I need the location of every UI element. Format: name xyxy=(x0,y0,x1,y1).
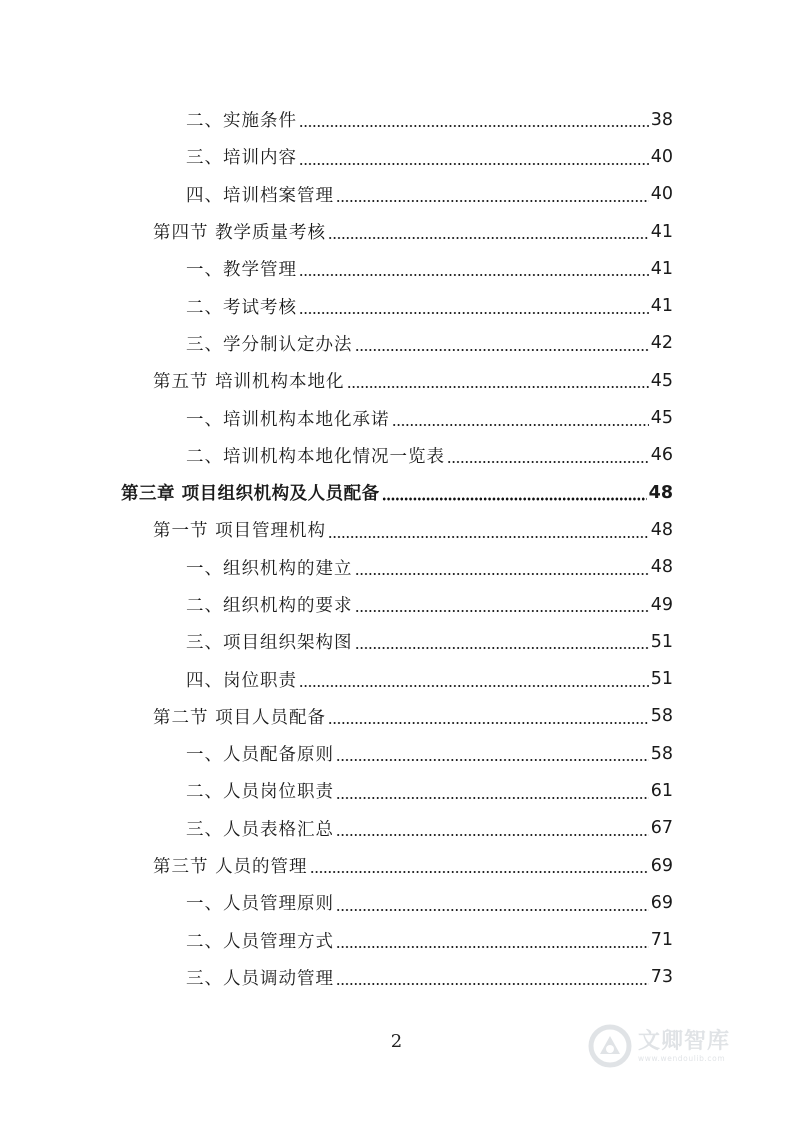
toc-dot-leader xyxy=(299,162,649,166)
toc-dot-leader xyxy=(299,311,649,315)
toc-entry-title: 二、人员岗位职责 xyxy=(186,782,334,803)
toc-entry[interactable] xyxy=(0,287,793,324)
toc-entry-title: 三、人员表格汇总 xyxy=(186,819,334,840)
toc-entry-title: 四、岗位职责 xyxy=(186,670,297,691)
toc-entry-title: 第二节 项目人员配备 xyxy=(153,707,327,728)
toc-dot-leader xyxy=(355,572,649,576)
toc-entry[interactable] xyxy=(0,138,793,175)
toc-entry-page: 45 xyxy=(650,370,673,391)
toc-entry[interactable] xyxy=(0,660,793,697)
toc-entry-title: 一、人员管理原则 xyxy=(186,894,334,915)
toc-entry-title: 一、教学管理 xyxy=(186,260,297,281)
toc-entry[interactable] xyxy=(0,474,793,511)
toc-entry-page: 42 xyxy=(650,333,673,354)
toc-entry-title: 二、培训机构本地化情况一览表 xyxy=(186,446,445,467)
toc-dot-leader xyxy=(299,684,649,688)
toc-entry-page: 45 xyxy=(650,408,673,429)
toc-entry-title: 二、实施条件 xyxy=(186,111,297,132)
toc-entry-page: 46 xyxy=(650,445,673,466)
page-number: 2 xyxy=(390,1031,403,1052)
toc-entry[interactable] xyxy=(0,399,793,436)
toc-entry-page: 69 xyxy=(650,855,673,876)
toc-entry-page: 73 xyxy=(650,967,673,988)
watermark xyxy=(588,1016,758,1076)
toc-entry-title: 三、项目组织架构图 xyxy=(186,633,353,654)
toc-dot-leader xyxy=(355,646,649,650)
toc-dot-leader xyxy=(382,497,647,501)
toc-entry-page: 41 xyxy=(650,258,673,279)
toc-entry-title: 第三章 项目组织机构及人员配备 xyxy=(121,484,380,505)
toc-dot-leader xyxy=(336,796,649,800)
toc-dot-leader xyxy=(355,348,649,352)
toc-dot-leader xyxy=(336,908,649,912)
toc-entry-page: 38 xyxy=(650,109,673,130)
toc-entry-title: 第五节 培训机构本地化 xyxy=(153,372,345,393)
toc-entry-title: 二、考试考核 xyxy=(186,297,297,318)
toc-entry-title: 三、培训内容 xyxy=(186,148,297,169)
toc-dot-leader xyxy=(336,833,649,837)
toc-dot-leader xyxy=(328,236,649,240)
toc-dot-leader xyxy=(347,385,649,389)
toc-entry-title: 二、人员管理方式 xyxy=(186,931,334,952)
toc-entry[interactable] xyxy=(0,698,793,735)
toc-entry[interactable] xyxy=(0,884,793,921)
toc-entry-page: 51 xyxy=(650,631,673,652)
toc-entry-page: 41 xyxy=(650,221,673,242)
toc-entry-page: 58 xyxy=(650,743,673,764)
toc-dot-leader xyxy=(299,124,649,128)
toc-entry-title: 第一节 项目管理机构 xyxy=(153,521,327,542)
toc-entry[interactable] xyxy=(0,362,793,399)
toc-entry-title: 一、人员配备原则 xyxy=(186,745,334,766)
toc-entry[interactable] xyxy=(0,250,793,287)
toc-entry-title: 三、学分制认定办法 xyxy=(186,334,353,355)
toc-entry-page: 49 xyxy=(650,594,673,615)
toc-entry[interactable] xyxy=(0,735,793,772)
toc-entry-title: 第四节 教学质量考核 xyxy=(153,223,327,244)
watermark-url: www.wendoulib.com xyxy=(638,1053,726,1063)
toc-entry[interactable] xyxy=(0,511,793,548)
toc-dot-leader xyxy=(447,460,649,464)
toc-entry-title: 二、组织机构的要求 xyxy=(186,596,353,616)
toc-dot-leader xyxy=(355,609,649,613)
toc-dot-leader xyxy=(299,273,649,277)
toc-dot-leader xyxy=(310,870,649,874)
toc-entry[interactable] xyxy=(0,623,793,660)
toc-entry[interactable] xyxy=(0,101,793,138)
toc-entry-title: 一、培训机构本地化承诺 xyxy=(186,409,390,430)
watermark-name: 文卿智库 xyxy=(638,1028,731,1054)
toc-entry[interactable] xyxy=(0,213,793,250)
toc-entry-page: 51 xyxy=(650,669,673,690)
toc-entry[interactable] xyxy=(0,772,793,809)
toc-entry-page: 48 xyxy=(650,557,673,578)
toc-entry[interactable] xyxy=(0,847,793,884)
toc-entry[interactable] xyxy=(0,922,793,959)
toc-entry-page: 48 xyxy=(648,482,673,503)
toc-entry[interactable] xyxy=(0,437,793,474)
wenku-logo-icon xyxy=(588,1024,632,1068)
toc-dot-leader xyxy=(336,758,649,762)
toc-entry[interactable] xyxy=(0,325,793,362)
toc-dot-leader xyxy=(328,535,649,539)
table-of-contents xyxy=(0,101,793,996)
toc-entry[interactable] xyxy=(0,959,793,996)
toc-dot-leader xyxy=(336,982,649,986)
toc-entry-page: 41 xyxy=(650,296,673,317)
toc-dot-leader xyxy=(328,721,649,725)
toc-entry-title: 四、培训档案管理 xyxy=(186,185,334,206)
toc-entry-page: 69 xyxy=(650,892,673,913)
toc-dot-leader xyxy=(392,423,649,427)
toc-entry-title: 第三节 人员的管理 xyxy=(153,857,308,878)
toc-entry[interactable] xyxy=(0,176,793,213)
toc-entry-page: 48 xyxy=(650,519,673,540)
toc-entry-page: 40 xyxy=(650,184,673,205)
toc-entry-title: 三、人员调动管理 xyxy=(186,968,334,989)
toc-entry-page: 61 xyxy=(650,780,673,801)
toc-entry[interactable] xyxy=(0,810,793,847)
toc-entry[interactable] xyxy=(0,549,793,586)
toc-dot-leader xyxy=(336,199,649,203)
toc-entry-page: 71 xyxy=(650,930,673,951)
toc-entry[interactable] xyxy=(0,586,793,623)
toc-entry-page: 67 xyxy=(650,818,673,839)
toc-entry-title: 一、组织机构的建立 xyxy=(186,558,353,579)
toc-entry-page: 58 xyxy=(650,706,673,727)
toc-dot-leader xyxy=(336,945,649,949)
toc-entry-page: 40 xyxy=(650,146,673,167)
